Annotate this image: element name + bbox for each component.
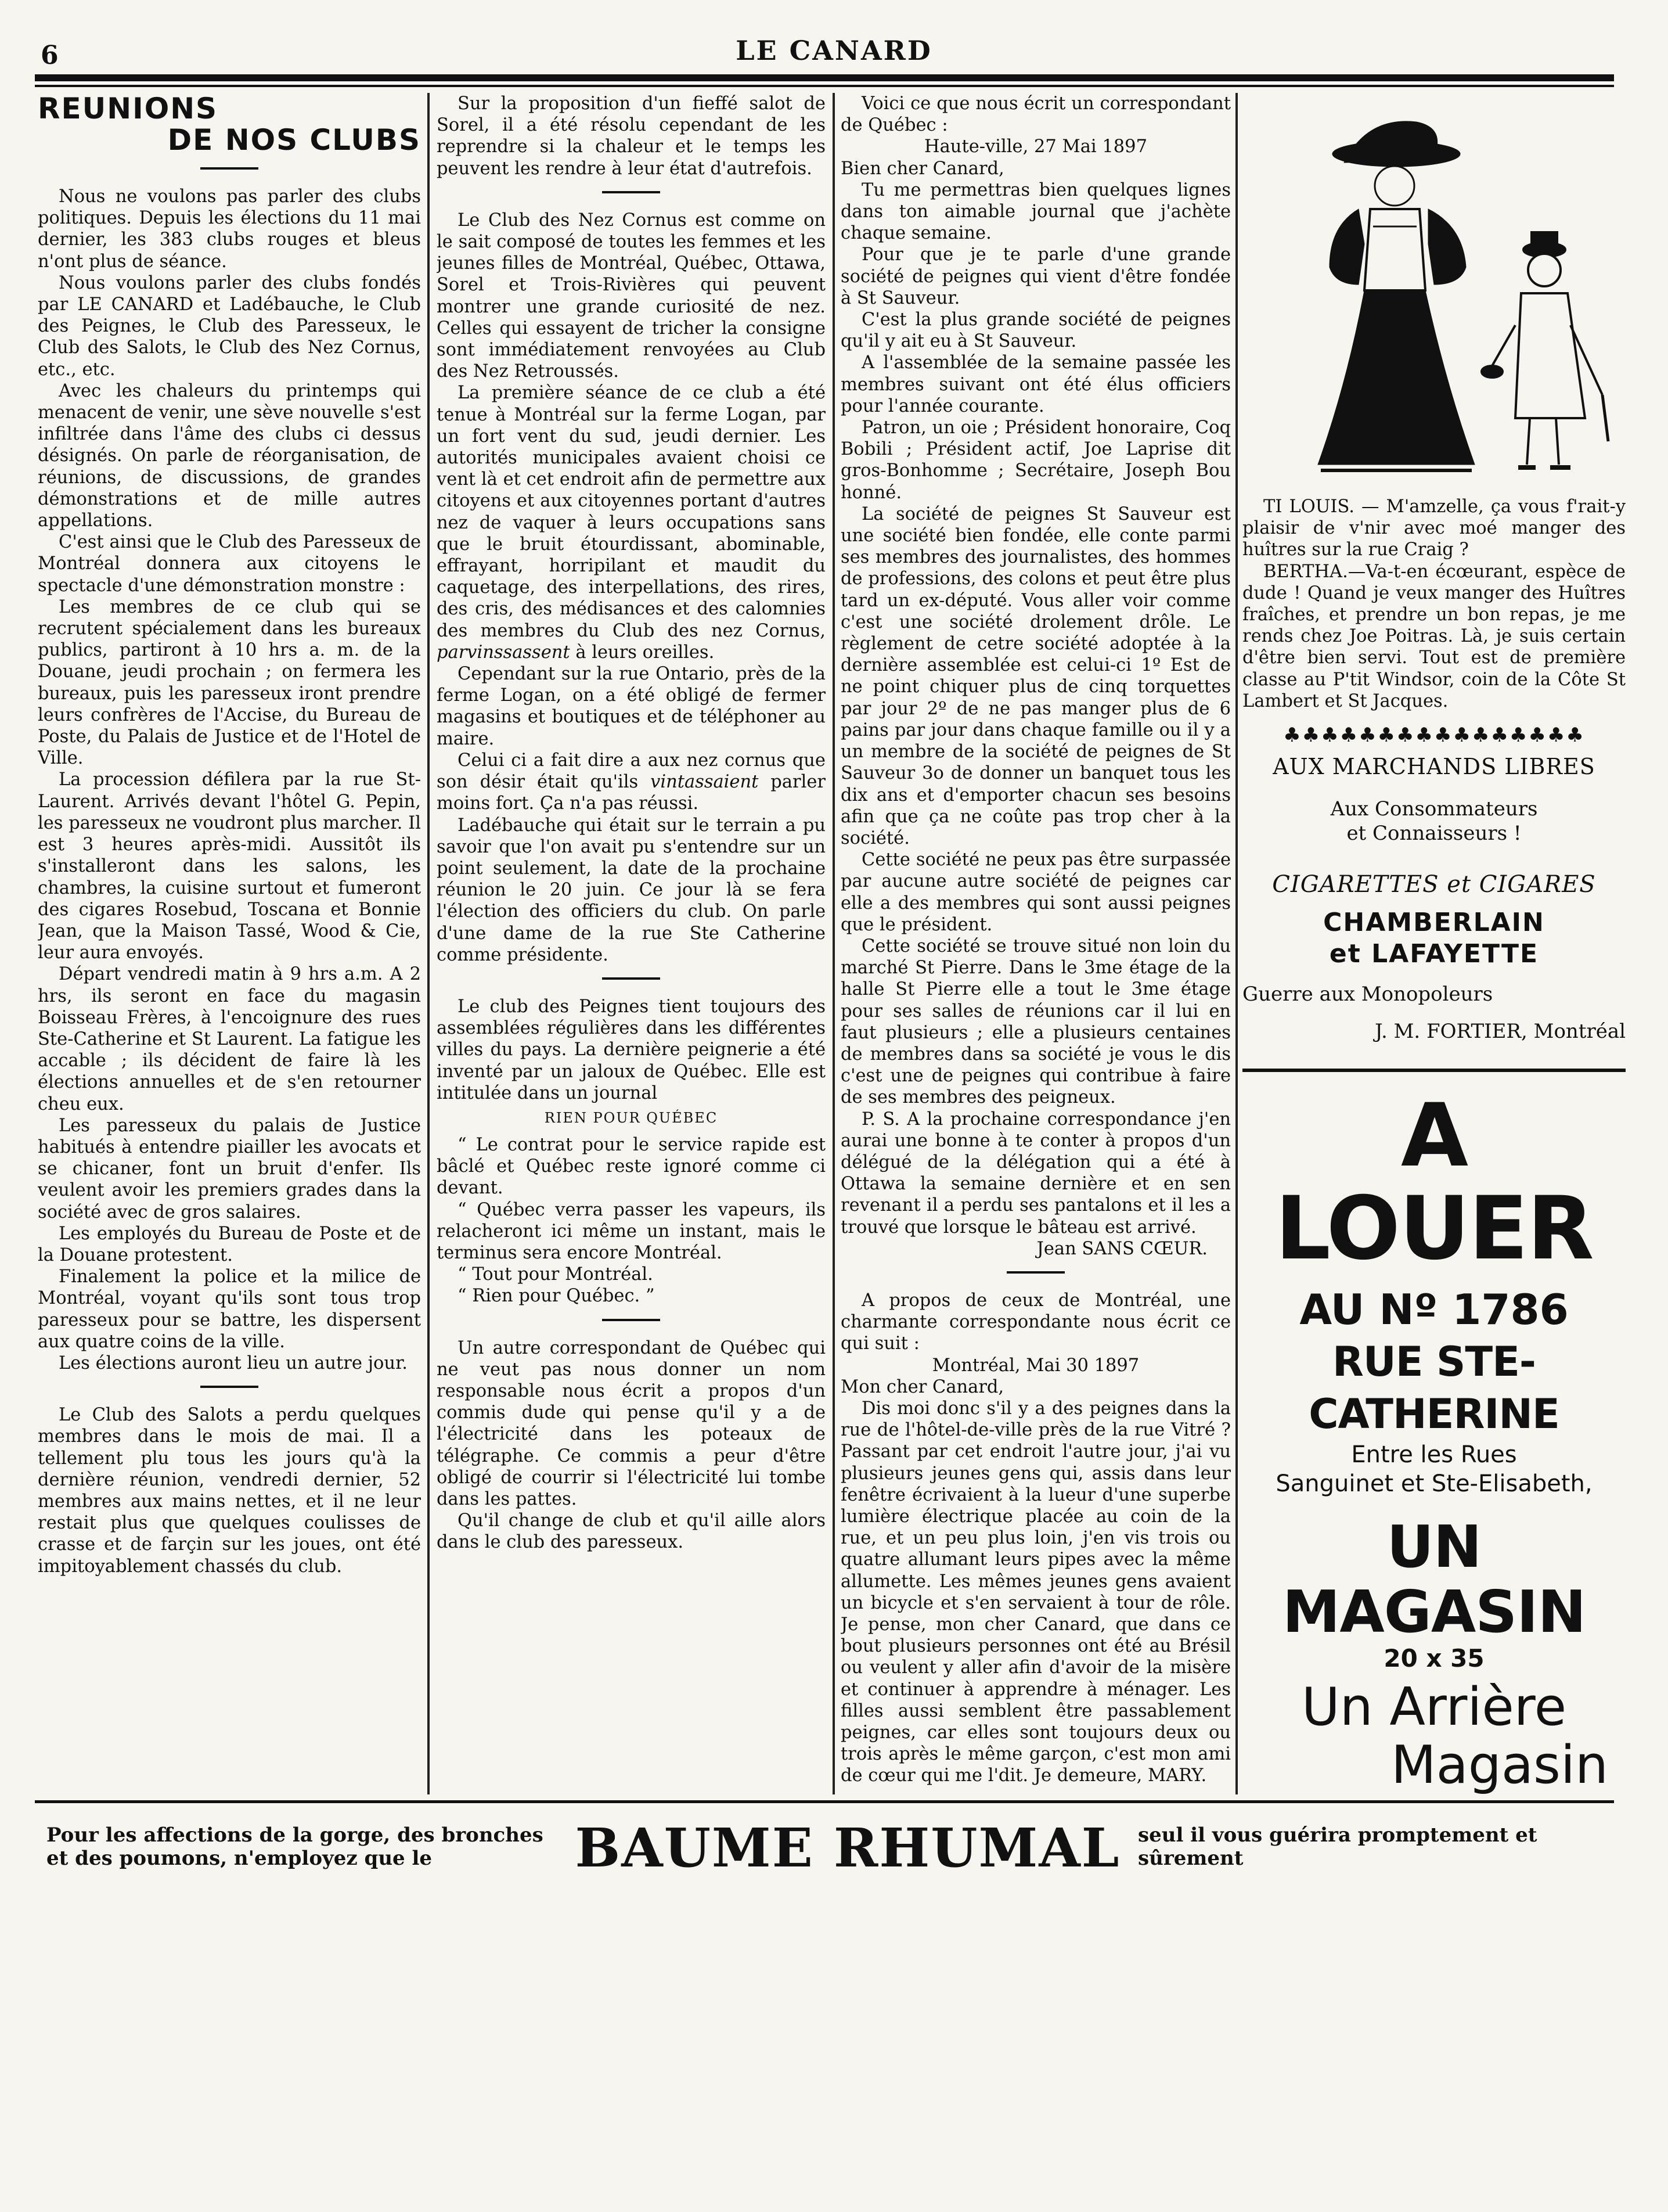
paragraph: Les paresseux du palais de Justice habitués à entendre piailler les avocats et se chicaner, font un bruit d'enfer. Ils veulent avoir les premiers grades dans la société avec de gros salaires.: [38, 1115, 421, 1222]
rent-ad-magasin: UN MAGASIN: [1282, 1513, 1586, 1646]
column-1: [38, 93, 421, 1794]
bottom-rule: [35, 1800, 1614, 1803]
ad-merchant: J. M. FORTIER, Montréal: [1374, 1020, 1626, 1044]
paragraph: Cette société se trouve situé non loin du marché St Pierre. Dans le 3me étage de la halle St Pierre elle a tout le 3me étage pour ses salles de réunions car il lui en faut plusieurs ; elle a plusieurs centaines de membres dans sa société je vous le dis c'est une de peignes qui contribue à faire de ses membres des peigneux.: [841, 936, 1231, 1108]
column-divider: [427, 93, 430, 1794]
quote-heading: RIEN POUR QUÉBEC: [544, 1109, 718, 1126]
paragraph: Départ vendredi matin à 9 hrs a.m. A 2 hrs, ils seront en face du magasin Boisseau Frères, à l'encoignure des rues Ste-Catherine et St Laurent. La fatigue les accable ; ils décident de faire là les élections annuelles et de s'en retourner cheu eux.: [38, 964, 421, 1114]
signature: MARY.: [1147, 1765, 1207, 1786]
paragraph: [437, 750, 826, 815]
banner-left-text: Pour les affections de la gorge, des bronches et des poumons, n'employez que le: [46, 1823, 543, 1870]
rent-ad-arriere: Un Arrière: [1301, 1677, 1567, 1738]
ad-brand: CHAMBERLAIN: [1323, 908, 1545, 938]
column-divider: [1235, 93, 1238, 1794]
paragraph: Le club des Peignes tient toujours des assemblées régulières dans les différentes villes du pays. La dernière peignerie a été inventé par un jaloux de Québec. Elle est intitulée dans un journal: [437, 996, 826, 1103]
woman-figure: [1318, 121, 1475, 470]
signature: Jean SANS CŒUR.: [1036, 1238, 1208, 1259]
paragraph: [841, 1398, 1231, 1787]
rent-ad-arriere: Magasin: [1390, 1735, 1608, 1794]
text-run: Dis moi donc s'il y a des peignes dans la rue de l'hôtel-de-ville près de la rue Vitré ? Passant par cet endroit l'autre jour, j'ai vu plusieurs jeunes gens qui, assis dans leur fenêtre écrivaient à la lueur d'une superbe lumière électrique placée au coin de la rue, et un peu plus loin, j'en vis trois ou quatre allumant leurs pipes avec la même allumette. Les mêmes jeunes gens avaient un bicycle et s'en servaient à tour de rôle. Je pense, mon cher Canard, que dans ce bout plusieurs personnes ont été au Brésil ou veulent y aller afin d'avoir de la misère et continuer à apprendre à ménager. Les filles aussi semblent être passablement peignes, car elles sont toujours deux ou trois après le même garçon, c'est mon ami de cœur qui me l'dit. Je demeure,: [841, 1398, 1231, 1786]
paragraph: La société de peignes St Sauveur est une société bien fondée, elle conte parmi ses membres des journalistes, des hommes de professions, des colons et peut être plus tard un ex-député. Vous aller voir comme c'est une société drolement drôle. Le règlement de cetre société adoptée à la dernière assemblée est celui-ci 1º Est de ne point chiquer plus de cinq torquettes par jour 2º de ne pas manger plus de 6 pains par jour dans chaque famille ou il y a un membre de la société de peignes de St Sauveur 3o de donner un banquet tous les dix ans et d'emporter chacun ses besoins afin que ça ne coûte pas trop cher à la société.: [841, 503, 1231, 848]
paragraph: Voici ce que nous écrit un correspondant de Québec :: [841, 93, 1231, 136]
italic-word: parvinssassent: [437, 642, 570, 663]
article-heading: REUNIONS: [38, 93, 218, 125]
speaker-name: TI LOUIS.: [1263, 497, 1354, 517]
text-run: La première séance de ce club a été tenue à Montréal sur la ferme Logan, par un fort vent du sud, jeudi dernier. Les autorités municipales avaient choisi ce vent là et cet endroit afin de permettre aux citoyens et aux citoyennes portant d'autres nez de vaquer à leurs occupations sans que le bruit étourdissant, abominable, effrayant, horripilant et maudit du caquetage, des interpellations, des rires, des cris, des médisances et des calomnies des membres du Club des nez Cornus,: [437, 383, 826, 641]
masthead-rule-thin: [35, 85, 1614, 87]
cartoon-caption: [1242, 496, 1626, 561]
letter-salutation: Mon cher Canard,: [841, 1376, 1004, 1397]
ornament-row: ♣♣♣♣♣♣♣♣♣♣♣♣♣♣♣♣: [1283, 724, 1585, 747]
paragraph: A l'assemblée de la semaine passée les membres suivant ont été élus officiers pour l'année courante.: [841, 353, 1231, 416]
text-run: — M'amzelle, ça vous f'rait-y plaisir de v'nir avec moé manger des huîtres sur la rue Craig ?: [1242, 497, 1626, 560]
column-2: [437, 93, 826, 1794]
paragraph: Les membres de ce club qui se recrutent spécialement dans les bureaux publics, partiront à 10 hrs a. m. de la Douane, jeudi prochain ; on fermera les bureaux, puis les paresseux iront prendre leurs confrères de l'Accise, du Bureau de Poste, du Palais de Justice et de l'Hotel de Ville.: [38, 596, 421, 769]
paragraph: Avec les chaleurs du printemps qui menacent de venir, une sève nouvelle s'est infiltrée dans l'âme des clubs ci dessus désignés. On parle de réorganisation, de réunions, de discussions, de grandes démonstrations et de mille autres appellations.: [38, 380, 421, 531]
paragraph: Un autre correspondant de Québec qui ne veut pas nous donner un nom responsable nous écrit a propos d'un commis dude qui pense qu'il y a de l'électricité dans les poteaux de télégraphe. Ce commis a peur d'être obligé de courrir si l'électricité lui tombe dans les pattes.: [437, 1337, 826, 1509]
paragraph: A propos de ceux de Montréal, une charmante correspondante nous écrit ce qui suit :: [841, 1290, 1231, 1354]
paragraph: Les employés du Bureau de Poste et de la Douane protestent.: [38, 1223, 421, 1265]
text-run: parler moins fort. Ça n'a pas réussi.: [437, 772, 826, 814]
column-divider: [833, 93, 835, 1794]
rent-ad-street: RUE STE-CATHERINE: [1309, 1338, 1559, 1438]
cartoon-illustration: [1242, 93, 1626, 494]
paragraph: Finalement la police et la milice de Montréal, voyant qu'ils sont tous trop paresseux pour se battre, les dispersent aux quatre coins de la ville.: [38, 1267, 421, 1352]
paragraph: [437, 382, 826, 663]
letter-date: Haute-ville, 27 Mai 1897: [924, 136, 1147, 157]
quote-paragraph: “ Rien pour Québec. ”: [457, 1286, 655, 1307]
divider: [602, 1319, 660, 1321]
masthead: LE CANARD: [736, 35, 932, 66]
column-3: [841, 93, 1231, 1794]
quote-paragraph: “ Tout pour Montréal.: [457, 1264, 653, 1285]
text-run: —Va-t-en écœurant, espèce de dude ! Quand je veux manger des Huîtres fraîches, et prendre un bon repas, je me rends chez Joe Poitras. Là, je suis certain d'être bien servi. Tout est de première classe au P'tit Windsor, coin de la Côte St Lambert et St Jacques.: [1242, 561, 1626, 711]
paragraph: P. S. A la prochaine correspondance j'en aurai une bonne à te conter à propos d'un délégué de la délégation qui a été à Ottawa la semaine dernière et en sen revenant il a perdu ses pantalons et il les a trouvé que lorsque le bâteau est arrivé.: [841, 1109, 1231, 1238]
man-figure: [1482, 232, 1608, 467]
paragraph: Nous voulons parler des clubs fondés par LE CANARD et Ladébauche, le Club des Peignes, le Club des Paresseux, le Club des Salots, le Club des Nez Cornus, etc., etc.: [38, 272, 421, 380]
paragraph: Les élections auront lieu un autre jour.: [59, 1353, 408, 1373]
rent-ad-dimensions: 20 x 35: [1384, 1644, 1485, 1673]
paragraph: Ladébauche qui était sur le terrain a pu savoir que l'on avait pu s'entendre sur un point seulement, la date de la prochaine réunion le 20 juin. Ce jour là se fera l'élection des officiers du club. On parle d'une dame de la rue Ste Catherine comme présidente.: [437, 815, 826, 965]
quote-paragraph: “ Québec verra passer les vapeurs, ils relacheront ici même un instant, mais le terminus sera encore Montréal.: [437, 1199, 826, 1263]
letter-salutation: Bien cher Canard,: [841, 158, 1004, 179]
banner-right-text: seul il vous guérira promptement et sûrement: [1138, 1823, 1537, 1870]
bottom-banner-ad: [35, 1817, 1614, 1887]
masthead-rule-thick: [35, 74, 1614, 81]
speaker-name: BERTHA.: [1263, 561, 1348, 582]
paragraph: Cette société ne peux pas être surpassée par aucune autre société de peignes car elle a des membres qui sont aussi peignes que le président.: [841, 850, 1231, 935]
rent-ad-number: AU Nº 1786: [1299, 1285, 1569, 1335]
paragraph: Le Club des Nez Cornus est comme on le sait composé de toutes les femmes et les jeunes filles de Montréal, Québec, Ottawa, Sorel et Trois-Rivières qui peuvent montrer une grande curiosité de nez. Celles qui essayent de tricher la consigne sont immédiatement renvoyées au Club des Nez Retroussés.: [437, 210, 826, 382]
paragraph: C'est la plus grande société de peignes qu'il y ait eu à St Sauveur.: [841, 310, 1231, 352]
rent-ad-location: Entre les Rues: [1351, 1441, 1517, 1469]
paragraph: Patron, un oie ; Président honoraire, Coq Bobili ; Président actif, Joe Laprise dit gros-Bonhomme ; Secrétaire, Joseph Bou honné.: [841, 418, 1231, 503]
paragraph: Sur la proposition d'un fieffé salot de Sorel, il a été résolu cependant de les reprendre si la chaleur et le temps les peuvent les rendre à leur état d'autrefois.: [437, 93, 826, 179]
divider: [1007, 1271, 1065, 1274]
page-number: 6: [41, 41, 59, 70]
paragraph: C'est ainsi que le Club des Paresseux de Montréal donnera aux citoyens le spectacle d'une démonstration monstre :: [38, 532, 421, 596]
article-heading: DE NOS CLUBS: [167, 123, 421, 157]
divider: [200, 167, 258, 170]
banner-product: BAUME RHUMAL: [575, 1817, 1121, 1879]
divider: [200, 1386, 258, 1388]
paragraph: Cependant sur la rue Ontario, près de la ferme Logan, on a été obligé de fermer magasins et boutiques et de téléphoner au maire.: [437, 664, 826, 749]
column-4: [1242, 93, 1626, 1794]
text-run: Celui ci a fait dire a aux nez cornus que son désir était qu'ils: [437, 750, 826, 793]
ad-subtitle: Aux Consommateurs: [1330, 797, 1538, 821]
divider: [602, 977, 660, 980]
ad-slogan: Guerre aux Monopoleurs: [1242, 983, 1493, 1006]
quote-paragraph: “ Le contrat pour le service rapide est bâclé et Québec reste ignoré comme ci devant.: [437, 1134, 826, 1199]
text-run: à leurs oreilles.: [575, 642, 715, 663]
paragraph: Pour que je te parle d'une grande société de peignes qui vient d'être fondée à St Sauveur.: [841, 244, 1231, 308]
cartoon-caption: [1242, 561, 1626, 712]
ad-divider: [1242, 1069, 1626, 1072]
italic-word: vintassaient: [650, 772, 759, 793]
ad-brand: et LAFAYETTE: [1329, 939, 1539, 969]
ad-product: CIGARETTES et CIGARES: [1272, 871, 1596, 898]
ad-subtitle: et Connaisseurs !: [1346, 822, 1522, 846]
rent-ad-title: A LOUER: [1275, 1085, 1593, 1280]
paragraph: Qu'il change de club et qu'il aille alors dans le club des paresseux.: [437, 1510, 826, 1553]
paragraph: Le Club des Salots a perdu quelques membres dans le mois de mai. Il a tellement plu tous les jours qu'à la dernière réunion, vendredi dernier, 52 membres aux mains nettes, et il ne leur restait plus que quelques coulisses de crasse et de farçin sur les joues, ont été impitoyablement chassés du club.: [38, 1405, 421, 1577]
paragraph: La procession défilera par la rue St-Laurent. Arrivés devant l'hôtel G. Pepin, les paresseux ne voudront plus marcher. Il est 3 heures après-midi. Aussitôt ils s'installeront dans les salons, les chambres, la cuisine surtout et fumeront des cigares Rosebud, Toscana et Bonnie Jean, que la Maison Tassé, Wood & Cie, leur aura envoyés.: [38, 769, 421, 963]
divider: [602, 191, 660, 193]
ad-title: AUX MARCHANDS LIBRES: [1273, 754, 1595, 780]
rent-ad-location: Sanguinet et Ste-Elisabeth,: [1276, 1470, 1593, 1498]
paragraph: Nous ne voulons pas parler des clubs politiques. Depuis les élections du 11 mai dernier, les 383 clubs rouges et bleus n'ont plus de séance.: [38, 186, 421, 272]
letter-date: Montréal, Mai 30 1897: [932, 1355, 1140, 1376]
paragraph: Tu me permettras bien quelques lignes dans ton aimable journal que j'achète chaque semaine.: [841, 179, 1231, 244]
